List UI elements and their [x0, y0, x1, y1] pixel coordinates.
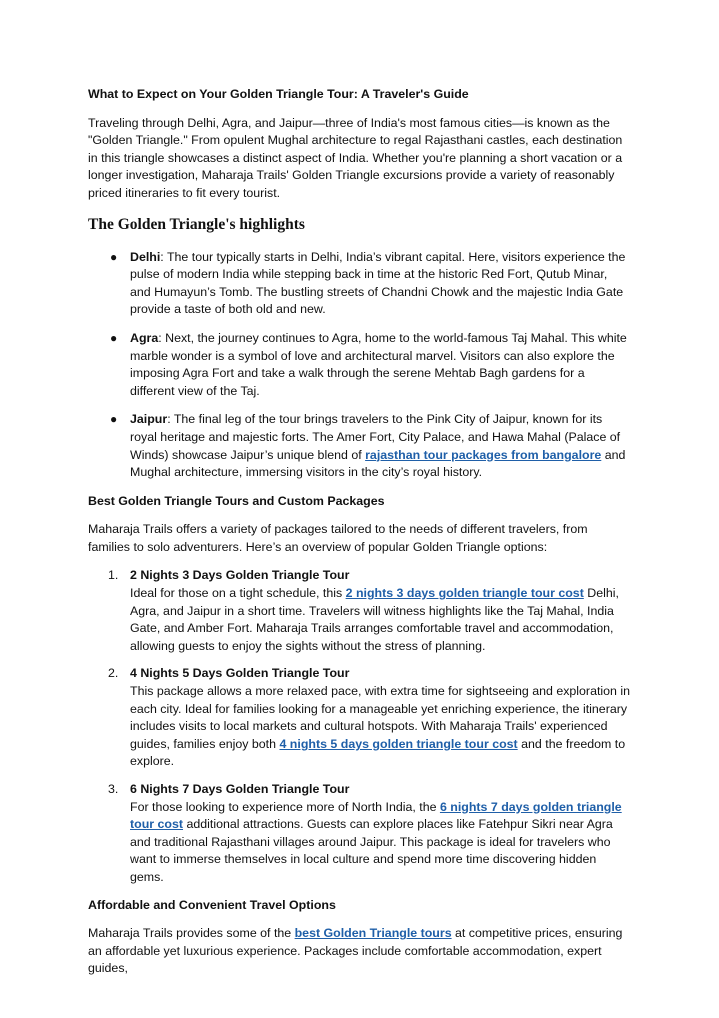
package-item	[88, 781, 631, 887]
list-number: 3.	[108, 782, 119, 796]
list-item-agra	[88, 330, 631, 400]
list-number: 1.	[108, 568, 119, 583]
afford-heading: Affordable and Convenient Travel Options	[88, 897, 336, 912]
article-title: What to Expect on Your Golden Triangle Tour: A Traveler's Guide	[88, 87, 469, 101]
afford-text-after: at competitive prices, ensuring an affordable yet luxurious experience. Packages include comfortable accommodation, expert guides,	[88, 926, 623, 976]
highlights-heading: The Golden Triangle's highlights	[88, 215, 305, 233]
package-text-after: Delhi, Agra, and Jaipur in a short time. Travelers will witness highlights like the Taj Mahal, India Gate, and Amber Fort. Maharaja Trails arranges comfortable travel and accommodation, allowing guests to enjoy the sights without the stress of planning.	[130, 586, 619, 653]
packages-intro: Maharaja Trails offers a variety of packages tailored to the needs of different travelers, from families to solo adventurers. Here’s an overview of popular Golden Triangle options:	[88, 522, 588, 554]
package-title: 4 Nights 5 Days Golden Triangle Tour	[130, 666, 350, 681]
package-text: This package allows a more relaxed pace, with extra time for sightseeing and exploration in each city. Ideal for families looking for a manageable yet enriching experience, the itinerary includes visits to local markets and cultural hotspots. With Maharaja Trails' experienced guides, families enjoy both	[130, 684, 631, 751]
package-text: For those looking to experience more of North India, the	[130, 799, 440, 814]
package-text: Ideal for those on a tight schedule, this	[130, 586, 346, 601]
highlight-text: : The tour typically starts in Delhi, India’s vibrant capital. Here, visitors experience the pulse of modern India while stepping back in time at the historic Red Fort, Qutub Minar, and Humayun’s Tomb. The bustling streets of Chandni Chowk and the majestic India Gate provide a taste of both old and new.	[130, 249, 626, 317]
best-tours-link[interactable]: best Golden Triangle tours	[294, 926, 452, 941]
package-cost-link[interactable]: 2 nights 3 days golden triangle tour cost	[345, 586, 584, 601]
package-title: 2 Nights 3 Days Golden Triangle Tour	[130, 568, 350, 583]
list-number: 2.	[108, 666, 119, 681]
packages-list	[88, 567, 631, 886]
package-text-after: and the freedom to explore.	[130, 736, 626, 769]
highlight-label: Jaipur	[130, 412, 168, 427]
afford-paragraph	[88, 925, 631, 978]
highlight-text: : The final leg of the tour brings travelers to the Pink City of Jaipur, known for its royal heritage and majestic forts. The Amer Fort, City Palace, and Hawa Mahal (Palace of Winds) showcase Jaipur’s unique blend of	[130, 412, 621, 462]
rajasthan-packages-link[interactable]: rajasthan tour packages from bangalore	[365, 447, 602, 462]
intro-paragraph: Traveling through Delhi, Agra, and Jaipur—three of India's most famous cities—is known as the "Golden Triangle." From opulent Mughal architecture to regal Rajasthani castles, each destination in this triangle showcases a distinct aspect of India. Whether you're planning a short vacation or a longer investigation, Maharaja Trails' Golden Triangle excursions provide a variety of reasonably priced itineraries to fit every tourist.	[88, 115, 623, 200]
package-text-after: additional attractions. Guests can explore places like Fatehpur Sikri near Agra and traditional Rajasthani villages around Jaipur. This package is ideal for travelers who want to immerse themselves in local culture and spend more time discovering hidden gems.	[130, 817, 613, 884]
package-item	[88, 567, 631, 655]
highlight-label: Agra	[130, 330, 159, 345]
highlight-label: Delhi	[130, 249, 161, 264]
bullet-icon: ●	[110, 412, 118, 427]
bullet-icon: ●	[110, 249, 118, 264]
highlights-list	[88, 249, 631, 482]
list-item-jaipur	[88, 411, 631, 481]
bullet-icon: ●	[110, 330, 118, 345]
package-cost-link[interactable]: 6 nights 7 days golden triangle tour cost	[130, 799, 622, 832]
package-title: 6 Nights 7 Days Golden Triangle Tour	[130, 782, 350, 796]
package-item	[88, 665, 631, 771]
highlight-text-after: and Mughal architecture, immersing visitors in the city’s royal history.	[130, 447, 626, 480]
package-cost-link[interactable]: 4 nights 5 days golden triangle tour cost	[279, 736, 518, 751]
afford-text: Maharaja Trails provides some of the	[88, 926, 295, 941]
list-item-delhi	[88, 249, 631, 319]
highlight-text: : Next, the journey continues to Agra, home to the world-famous Taj Mahal. This white marble wonder is a symbol of love and architectural marvel. Visitors can also explore the imposing Agra Fort and take a walk through the serene Mehtab Bagh gardens for a different view of the Taj.	[130, 330, 627, 398]
packages-heading: Best Golden Triangle Tours and Custom Packages	[88, 493, 385, 508]
